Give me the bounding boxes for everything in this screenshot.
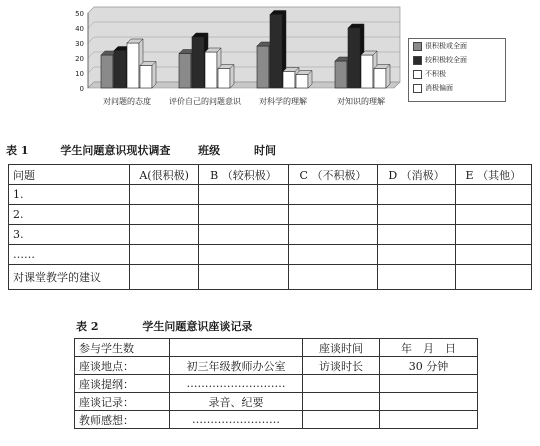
legend-swatch-1 <box>413 56 422 65</box>
bar <box>348 28 360 88</box>
cell <box>170 339 303 357</box>
bar <box>192 37 204 88</box>
table2-caption-row <box>76 318 252 334</box>
bar-side <box>230 65 234 89</box>
table-footer-row <box>9 265 532 290</box>
cell: 访谈时长 <box>303 357 380 375</box>
cell: 录音、纪要 <box>170 393 303 411</box>
row-label: 2. <box>9 205 130 225</box>
bar <box>179 54 191 89</box>
bar <box>114 51 126 89</box>
table-row <box>75 393 478 411</box>
x-tick-label: 评价自己的问题意识 <box>169 97 241 106</box>
table-header-row <box>9 165 532 185</box>
header-cell: A(很积极) <box>130 165 199 185</box>
table-row <box>9 185 532 205</box>
y-tick-label: 10 <box>75 70 84 78</box>
legend-item <box>409 67 505 81</box>
header-cell: 问题 <box>9 165 130 185</box>
cell: 年 月 日 <box>380 339 478 357</box>
table-row <box>75 411 478 429</box>
table-row <box>9 205 532 225</box>
bar-side <box>152 62 156 89</box>
legend-label-2: 不积极 <box>425 70 446 78</box>
legend-label-3: 消极偏面 <box>425 84 453 92</box>
cell: 座谈提纲： <box>75 375 170 393</box>
table-row <box>75 375 478 393</box>
survey-table <box>8 164 532 290</box>
legend-item <box>409 39 505 53</box>
cell <box>303 393 380 411</box>
bar <box>374 69 386 89</box>
table-row <box>75 339 478 357</box>
legend-item <box>409 53 505 67</box>
y-tick-label: 30 <box>75 40 84 48</box>
row-label: 3. <box>9 225 130 245</box>
cell: 30 分钟 <box>380 357 478 375</box>
y-tick-label: 0 <box>79 85 84 93</box>
cell <box>380 393 478 411</box>
x-tick-label: 对知识的理解 <box>337 97 385 106</box>
bar <box>361 55 373 88</box>
cell <box>380 411 478 429</box>
cell: 座谈地点： <box>75 357 170 375</box>
cell <box>303 411 380 429</box>
bar <box>283 72 295 89</box>
y-tick-label: 40 <box>75 25 84 33</box>
cell: 初三年级教师办公室 <box>170 357 303 375</box>
legend-label-0: 很积极或全面 <box>425 42 467 50</box>
cell: 教师感想： <box>75 411 170 429</box>
cell: 座谈时间 <box>303 339 380 357</box>
bar <box>101 55 113 88</box>
header-cell: C （不积极） <box>288 165 378 185</box>
x-tick-label: 对问题的态度 <box>103 97 151 106</box>
x-tick-label: 对科学的理解 <box>259 97 307 106</box>
bar <box>296 75 308 89</box>
y-tick-label: 50 <box>75 10 84 18</box>
table2-caption: 表 2 <box>76 320 99 333</box>
cell <box>303 375 380 393</box>
cell: ……………………… <box>170 375 303 393</box>
bar <box>270 15 282 89</box>
row-label: …… <box>9 245 130 265</box>
row-label: 1. <box>9 185 130 205</box>
table-row <box>9 245 532 265</box>
cell: 座谈记录： <box>75 393 170 411</box>
legend-label-1: 较积极较全面 <box>425 56 467 64</box>
table-row <box>9 225 532 245</box>
suggestion-label: 对课堂教学的建议 <box>9 265 130 290</box>
y-tick-label: 20 <box>75 55 84 63</box>
bar <box>205 52 217 88</box>
table-row <box>75 357 478 375</box>
time-label: 时间 <box>254 144 277 157</box>
cell: …………………… <box>170 411 303 429</box>
cell <box>380 375 478 393</box>
legend-swatch-0 <box>413 42 422 51</box>
header-cell: D （消极） <box>378 165 455 185</box>
bar <box>335 61 347 88</box>
bar <box>127 43 139 88</box>
legend-swatch-3 <box>413 84 422 93</box>
legend-swatch-2 <box>413 70 422 79</box>
table1-caption-row <box>6 142 276 158</box>
header-cell: E （其他） <box>455 165 531 185</box>
chart-legend <box>408 38 506 102</box>
cell: 参与学生数 <box>75 339 170 357</box>
bar-side <box>386 65 390 89</box>
legend-item <box>409 81 505 95</box>
bar <box>140 66 152 89</box>
bar <box>218 69 230 89</box>
class-label: 班级 <box>198 144 221 157</box>
table2-title: 学生问题意识座谈记录 <box>142 320 253 333</box>
table1-title: 学生问题意识现状调查 <box>60 144 171 157</box>
table1-caption: 表 1 <box>6 144 29 157</box>
bar <box>257 46 269 88</box>
header-cell: B （较积极） <box>199 165 288 185</box>
interview-table <box>74 338 478 429</box>
